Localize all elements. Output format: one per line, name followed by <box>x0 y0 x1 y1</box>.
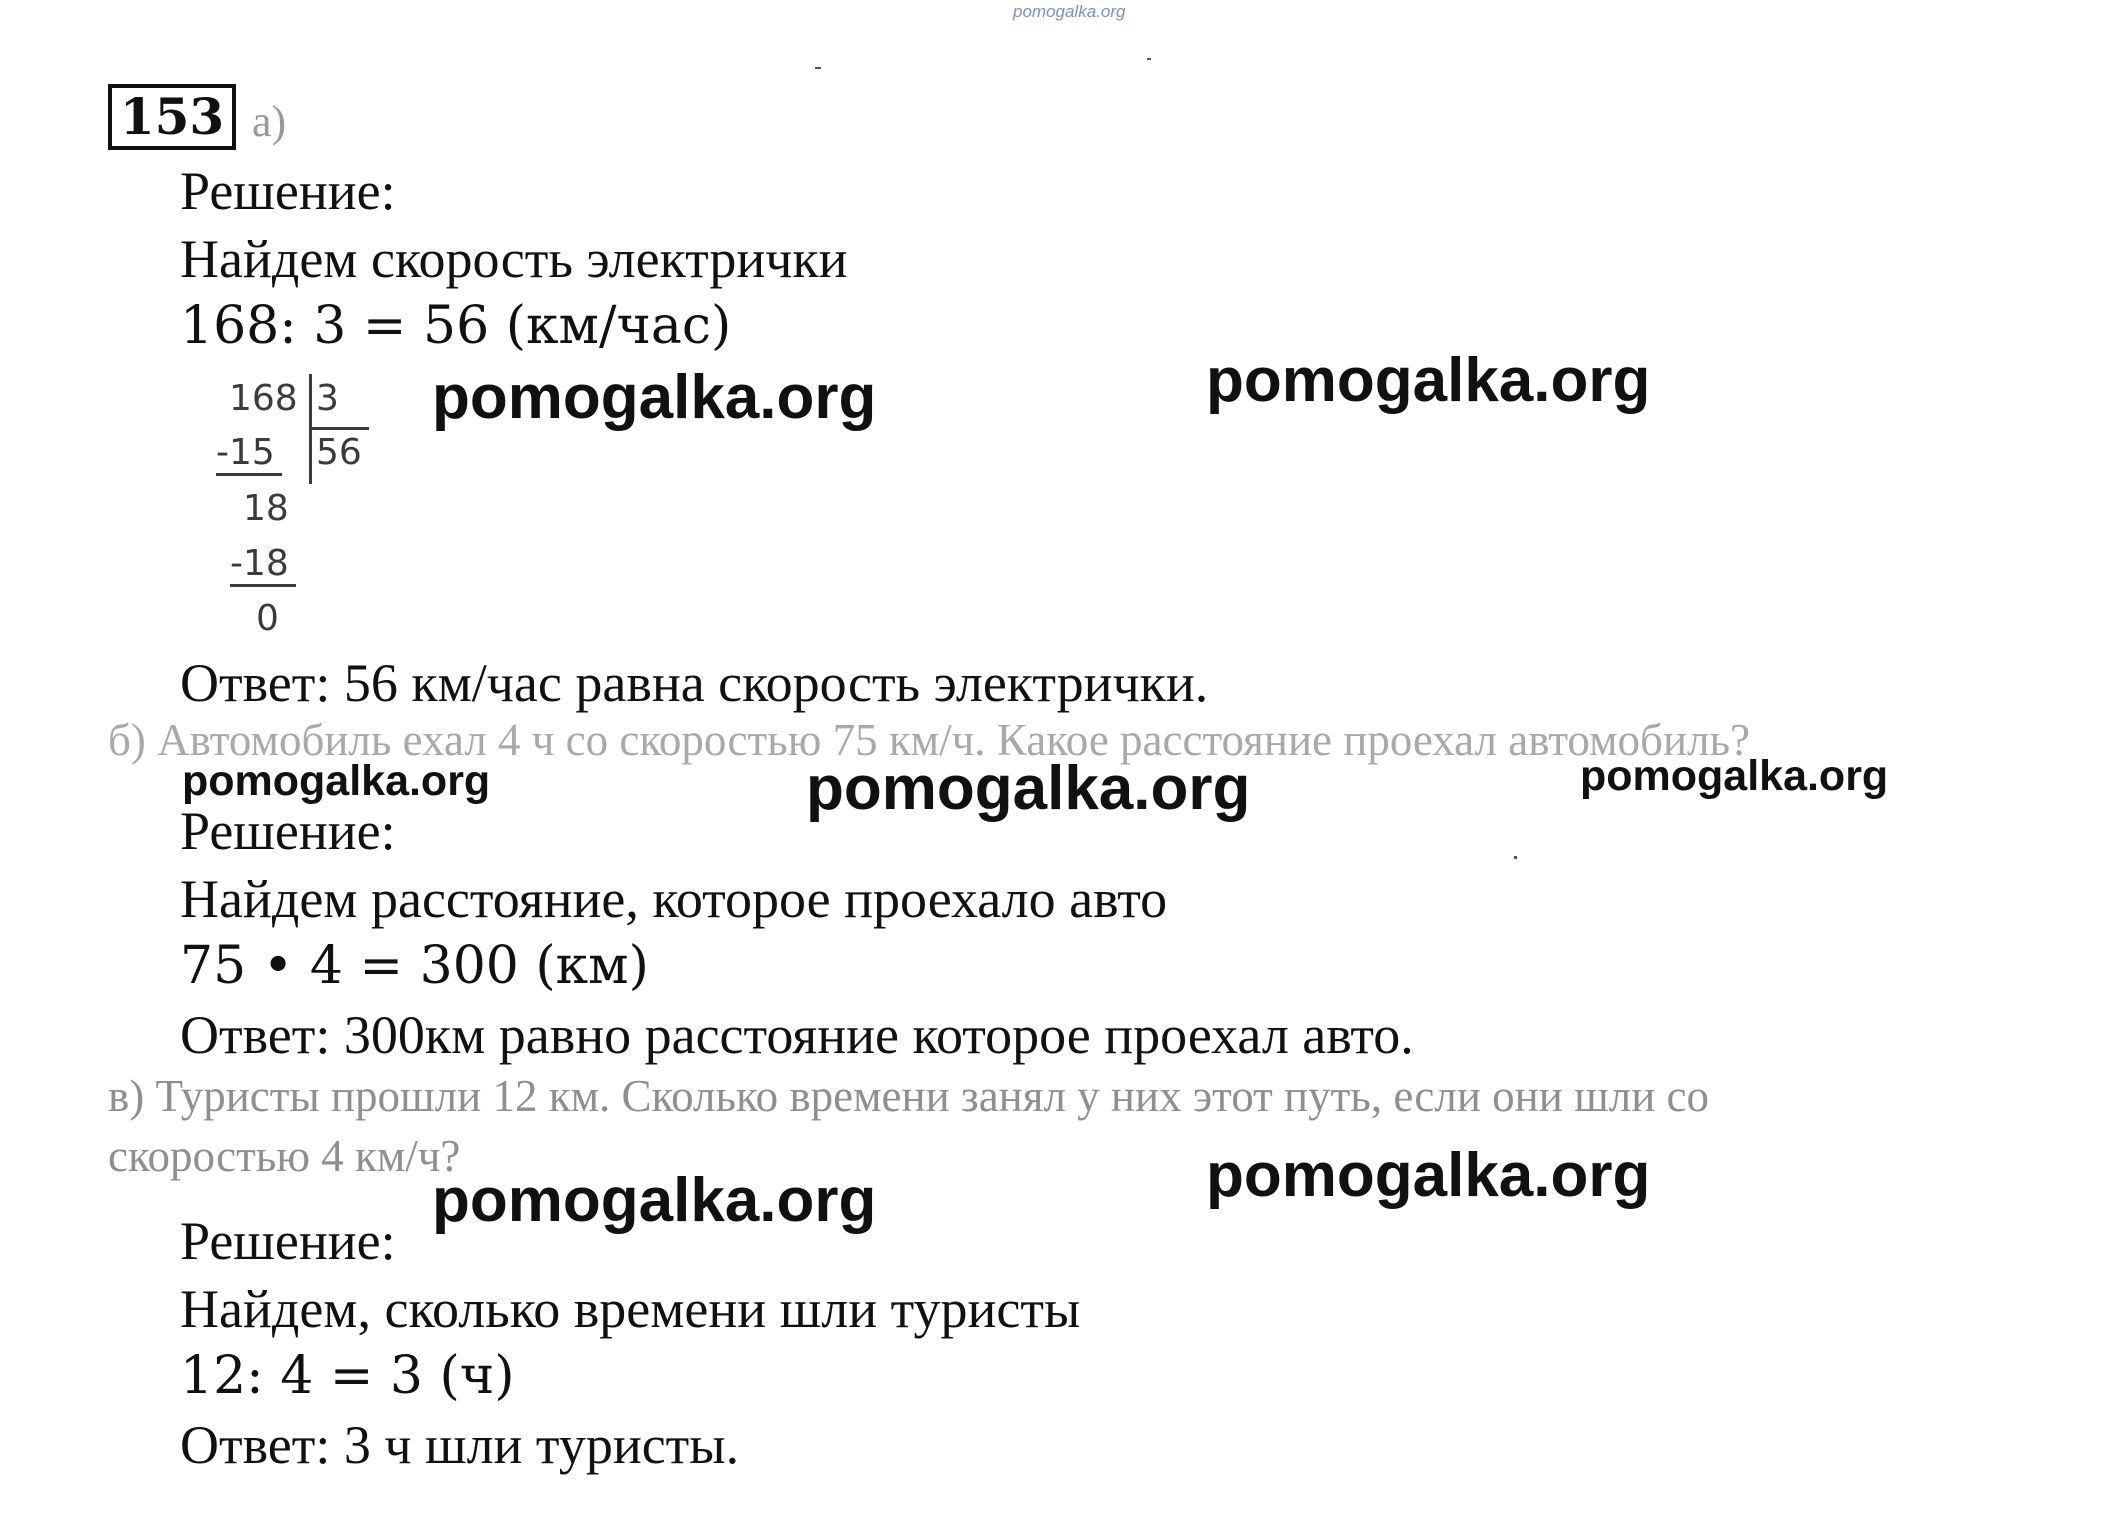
task-number-box: 153 <box>108 84 236 150</box>
part-b-expression: 75 • 4 = 300 (км) <box>180 936 649 996</box>
part-b-question: б) Автомобиль ехал 4 ч со скоростью 75 км/ч. Какое расстояние проехал автомобиль? <box>108 715 1750 765</box>
site-watermark: pomogalka.org <box>432 363 877 432</box>
ld-quotient: 56 <box>316 432 362 473</box>
scan-speck <box>815 67 821 69</box>
site-watermark: pomogalka.org <box>1206 1141 1651 1210</box>
ld-quotient-bar <box>311 427 369 430</box>
ld-subtract-1: -15 <box>216 432 275 473</box>
ld-subtract-2: -18 <box>230 543 289 584</box>
site-watermark: pomogalka.org <box>182 757 491 805</box>
part-b-answer: Ответ: 300км равно расстояние которое проехал авто. <box>180 1005 1414 1065</box>
part-a-label: а) <box>252 97 287 146</box>
part-b-step: Найдем расстояние, которое проехало авто <box>180 869 1168 929</box>
ld-underline-1 <box>216 473 282 476</box>
site-watermark: pomogalka.org <box>1580 752 1889 800</box>
ld-dividend: 168 <box>229 378 298 419</box>
part-b-solution-label: Решение: <box>180 801 396 861</box>
scan-speck <box>1147 58 1151 60</box>
ld-divisor: 3 <box>316 378 339 419</box>
part-c-solution-label: Решение: <box>180 1211 396 1271</box>
part-a-solution-label: Решение: <box>180 161 396 221</box>
part-a-expression: 168: 3 = 56 (км/час) <box>180 296 732 356</box>
ld-remainder-final: 0 <box>256 598 279 639</box>
site-watermark: pomogalka.org <box>432 1166 877 1235</box>
part-a-step: Найдем скорость электрички <box>180 229 848 289</box>
part-c-expression: 12: 4 = 3 (ч) <box>180 1346 515 1406</box>
scan-speck <box>1514 856 1517 859</box>
part-c-question-line2: скоростью 4 км/ч? <box>108 1131 461 1181</box>
part-c-answer: Ответ: 3 ч шли туристы. <box>180 1415 740 1475</box>
site-watermark: pomogalka.org <box>806 754 1251 823</box>
ld-remainder-1: 18 <box>243 488 289 529</box>
part-c-question-line1: в) Туристы прошли 12 км. Сколько времени занял у них этот путь, если они шли со <box>108 1071 1709 1121</box>
part-a-answer: Ответ: 56 км/час равна скорость электрички. <box>180 653 1209 713</box>
ld-underline-2 <box>230 584 296 587</box>
site-watermark: pomogalka.org <box>1206 346 1651 415</box>
part-c-step: Найдем, сколько времени шли туристы <box>180 1279 1081 1339</box>
header-site-watermark: pomogalka.org <box>1013 2 1126 21</box>
